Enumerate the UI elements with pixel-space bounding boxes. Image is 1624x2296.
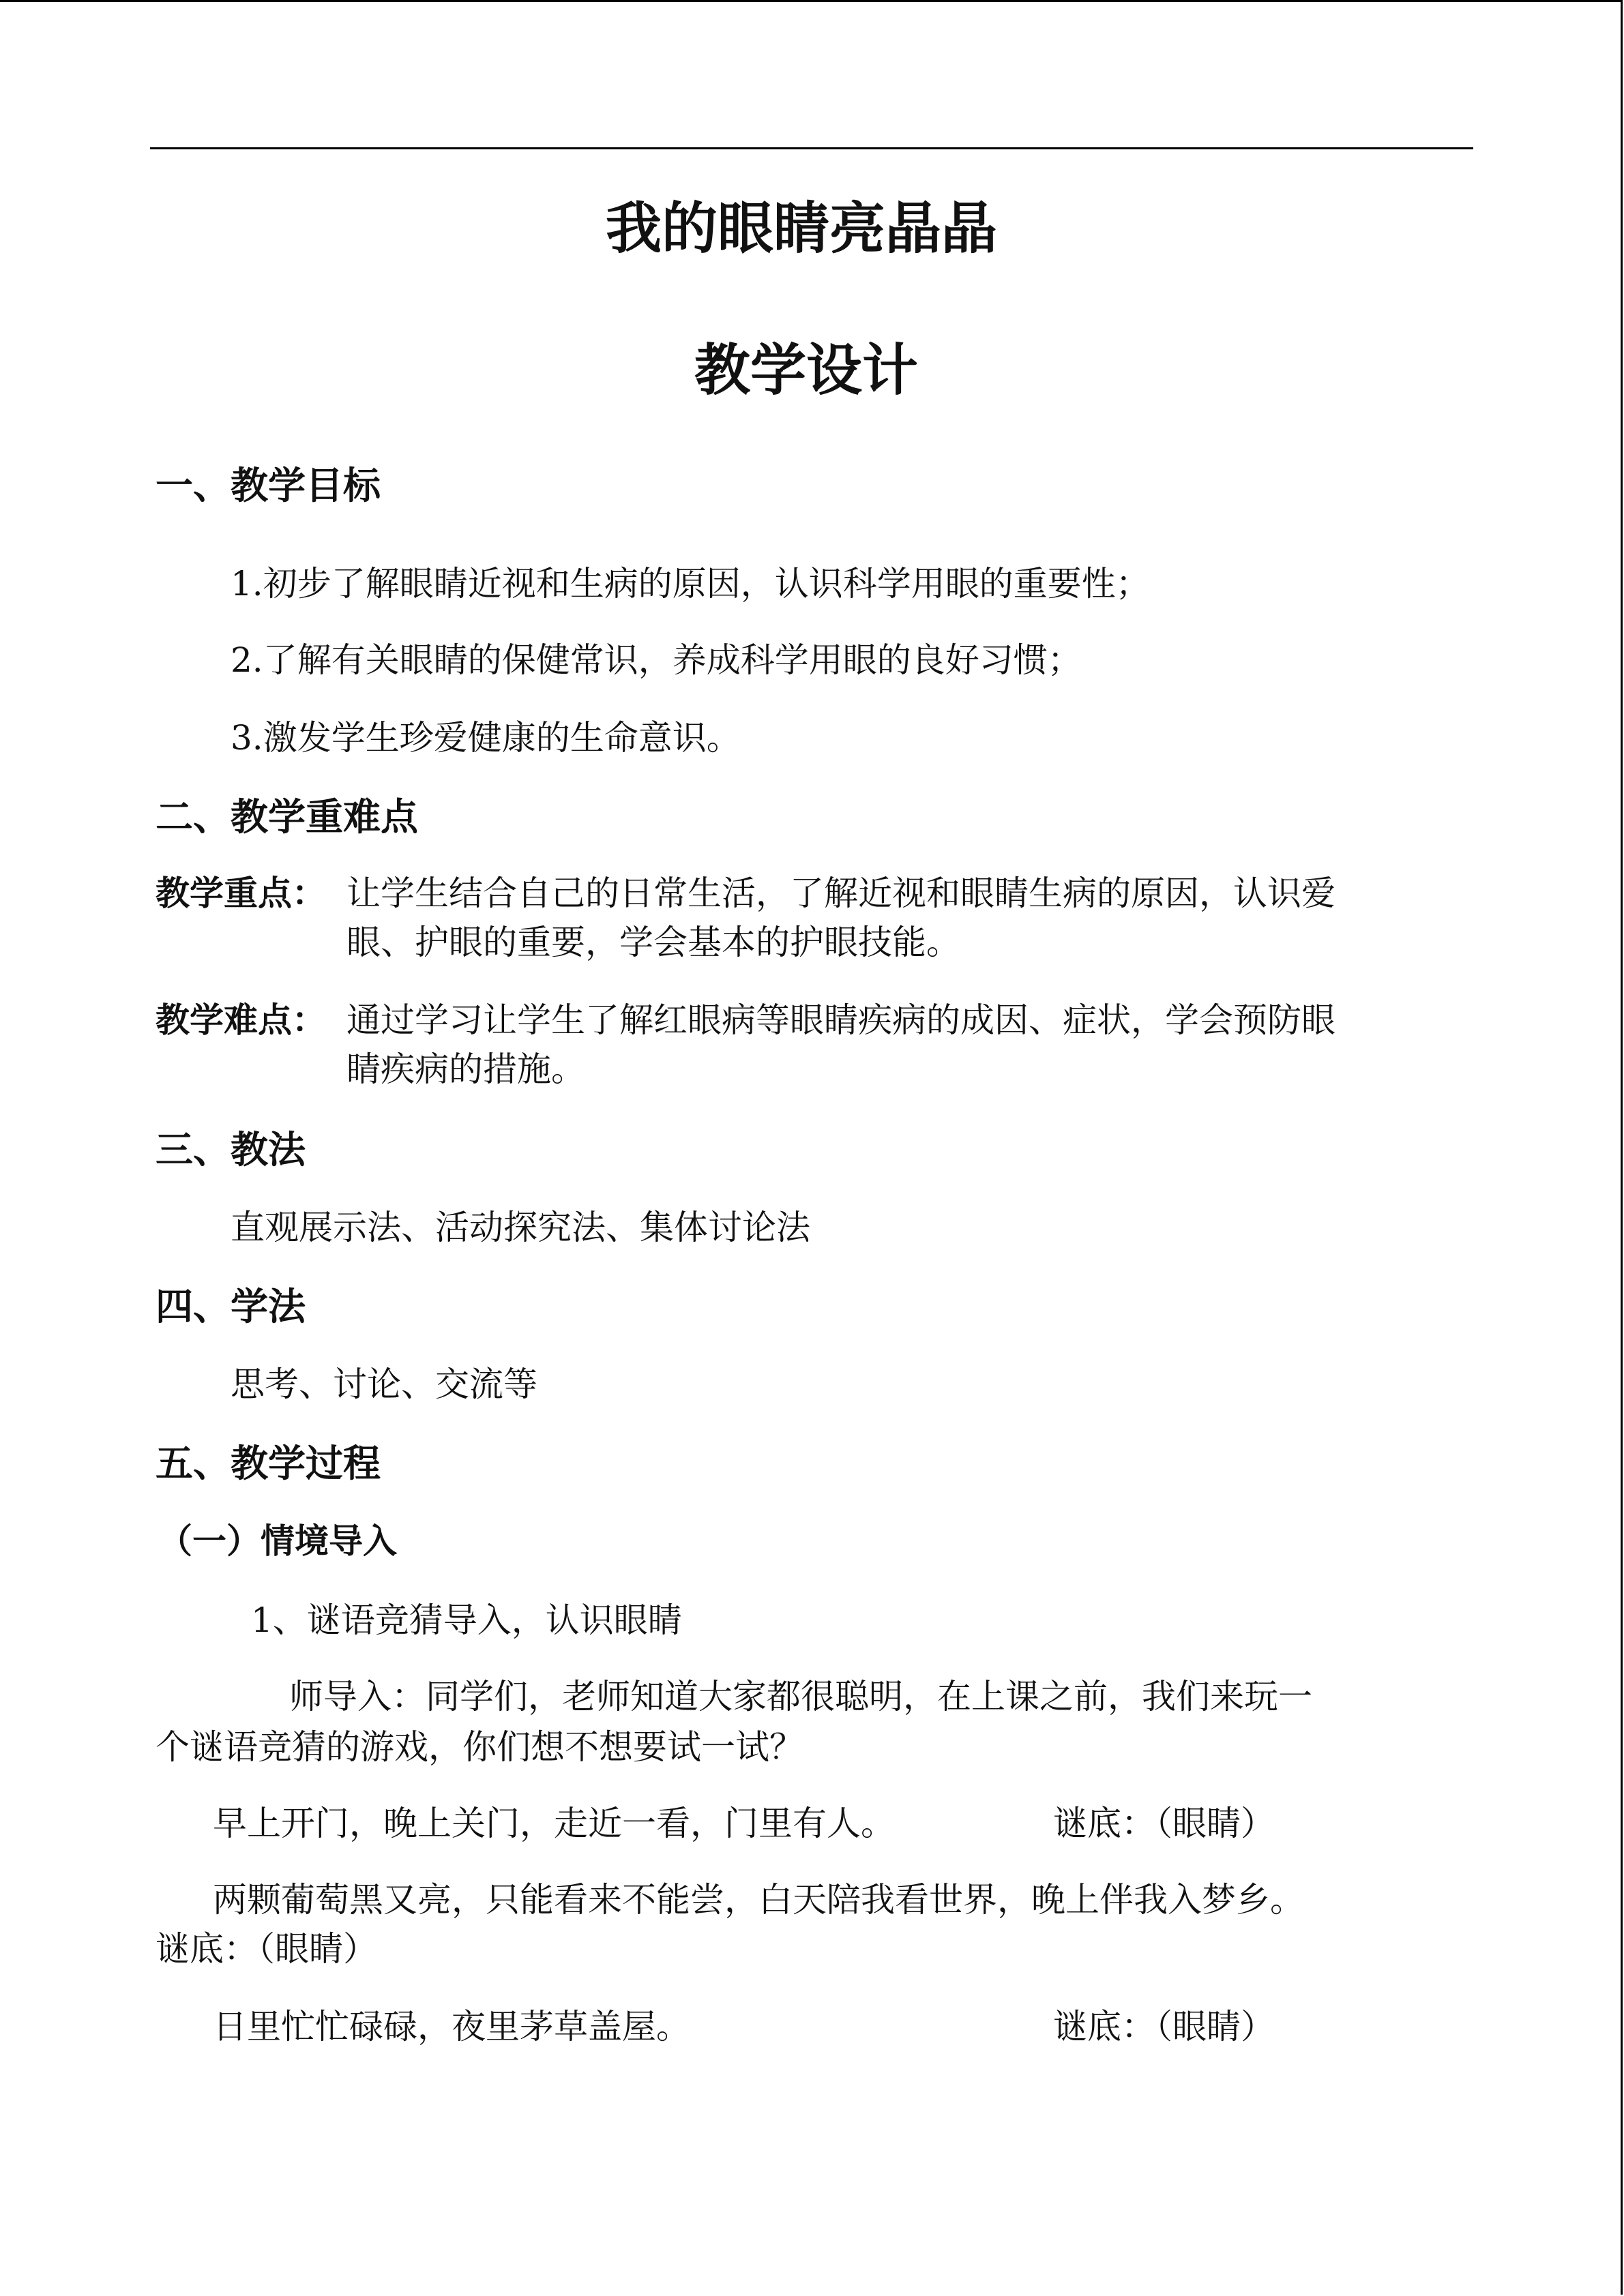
key-point-text-line2: 眼、护眼的重要，学会基本的护眼技能。 — [346, 923, 960, 962]
document-title: 我的眼睛亮晶晶 — [606, 196, 998, 261]
objective-item-2: 2.了解有关眼睛的保健常识，养成科学用眼的良好习惯； — [231, 640, 1082, 680]
riddle-2-line1: 两颗葡萄黑又亮，只能看来不能尝，白天陪我看世界，晚上伴我入梦乡。 — [213, 1880, 1304, 1920]
teaching-methods-text: 直观展示法、活动探究法、集体讨论法 — [231, 1208, 810, 1247]
section-heading-key-points: 二、教学重难点 — [156, 795, 419, 839]
key-point-text-line1: 让学生结合自己的日常生活，了解近视和眼睛生病的原因，认识爱 — [346, 874, 1335, 913]
riddle-3: 日里忙忙碌碌，夜里茅草盖屋。 — [213, 2007, 690, 2046]
objective-item-1: 1.初步了解眼睛近视和生病的原因，认识科学用眼的重要性； — [231, 564, 1150, 603]
riddle-1-answer: 谜底：（眼睛） — [1053, 1804, 1275, 1843]
teacher-intro-line2: 个谜语竞猜的游戏，你们想不想要试一试？ — [156, 1727, 803, 1767]
objective-item-3: 3.激发学生珍爱健康的生命意识。 — [231, 718, 741, 758]
header-rule — [150, 147, 1473, 149]
learning-methods-text: 思考、讨论、交流等 — [231, 1365, 537, 1404]
document-subtitle: 教学设计 — [694, 338, 919, 403]
step-heading-riddle-intro: 1、谜语竞猜导入，认识眼睛 — [251, 1600, 682, 1640]
subsection-heading-scenario-intro: （一）情境导入 — [158, 1521, 397, 1561]
difficulty-text-line2: 睛疾病的措施。 — [346, 1049, 585, 1089]
riddle-3-answer: 谜底：（眼睛） — [1053, 2007, 1275, 2046]
section-heading-objectives: 一、教学目标 — [156, 464, 381, 507]
key-point-label: 教学重点： — [156, 874, 326, 913]
teacher-intro-line1: 师导入：同学们，老师知道大家都很聪明，在上课之前，我们来玩一 — [289, 1677, 1312, 1716]
section-heading-teaching-process: 五、教学过程 — [156, 1442, 381, 1485]
section-heading-teaching-methods: 三、教法 — [156, 1128, 306, 1172]
riddle-1: 早上开门，晚上关门，走近一看，门里有人。 — [213, 1804, 895, 1843]
riddle-2-answer: 谜底：（眼睛） — [156, 1929, 377, 1969]
section-heading-learning-methods: 四、学法 — [156, 1285, 306, 1328]
difficulty-text-line1: 通过学习让学生了解红眼病等眼睛疾病的成因、症状，学会预防眼 — [346, 1000, 1335, 1040]
difficulty-label: 教学难点： — [156, 1000, 326, 1040]
